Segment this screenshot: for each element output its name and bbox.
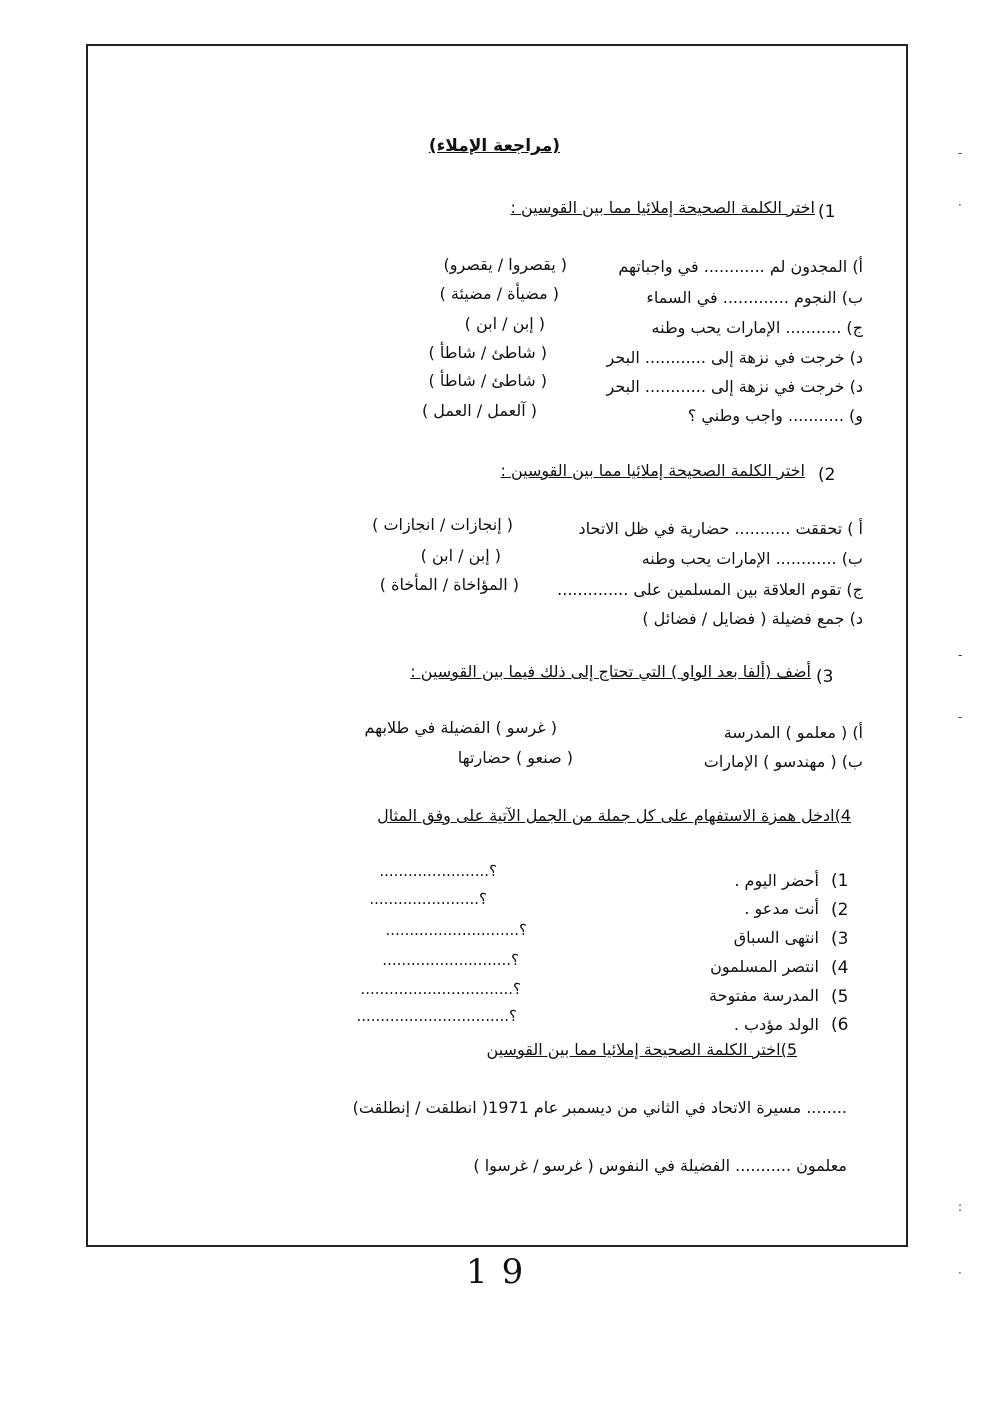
section1-item-4: د) خرجت في نزهة إلى ............ البحر (606, 348, 863, 367)
section4-item-1-blank: ؟....................... (379, 862, 497, 880)
section4-item-3: انتهى السباق (733, 928, 819, 947)
section1-item-3: ج) ........... الإمارات يحب وطنه (651, 318, 863, 337)
section2-item-4: د) جمع فضيلة ( فضايل / فضائل ) (642, 609, 863, 628)
section2-item-3-options: ( المؤاخاة / المأخاة ) (379, 575, 519, 594)
worksheet-title: (مراجعة الإملاء) (428, 136, 560, 156)
section3-item-1-options: ( غرسو ) الفضيلة في طلابهم (364, 718, 557, 737)
section4-item-1: أحضر اليوم . (734, 871, 819, 890)
section4-item-6-number: 6) (831, 1015, 849, 1035)
section2-item-3: ج) تقوم العلاقة بين المسلمين على .............. (557, 580, 863, 599)
section1-item-4-options: ( شاطئ / شاطأ ) (428, 343, 547, 362)
section2-item-1-options: ( إنجازات / انجازات ) (372, 515, 513, 534)
section4-item-2-number: 2) (831, 900, 849, 920)
section4-item-3-number: 3) (831, 929, 849, 949)
section1-heading: اختر الكلمة الصحيحة إملائيا مما بين القوسين : (510, 198, 815, 217)
section4-item-2: أنت مدعو . (744, 899, 819, 918)
section3-item-1: أ) ( معلمو ) المدرسة (723, 723, 863, 742)
section1-item-5: د) خرجت في نزهة إلى ............ البحر (606, 377, 863, 396)
section5-item-1: ........ مسيرة الاتحاد في الثاني من ديسمبر عام 1971( انطلقت / إنطلقت) (352, 1098, 847, 1117)
section4-item-6-blank: ؟................................ (356, 1007, 517, 1025)
section3-heading: أضف (ألفا بعد الواو ) التي تحتاج إلى ذلك فيما بين القوسين : (410, 662, 811, 681)
section4-item-4-number: 4) (831, 958, 849, 978)
section1-item-3-options: ( إبن / ابن ) (464, 314, 545, 333)
section1-item-5-options: ( شاطئ / شاطأ ) (428, 371, 547, 390)
section2-item-1: أ ) تحققت ........... حضارية في ظل الاتحاد (578, 519, 863, 538)
margin-mark: · (958, 1266, 962, 1280)
margin-mark: : (958, 1200, 963, 1214)
section4-item-4-blank: ؟........................... (382, 951, 519, 969)
page-number: 19 (466, 1252, 538, 1292)
section1-item-1: أ) المجدون لم ............ في واجباتهم (618, 257, 863, 276)
section3-item-2-options: ( صنعو ) حضارتها (457, 748, 573, 767)
margin-mark: · (958, 198, 962, 212)
section4-item-5: المدرسة مفتوحة (709, 986, 819, 1005)
section2-item-2: ب) ............ الإمارات يحب وطنه (641, 549, 863, 568)
section1-item-2-options: ( مضيأة / مضيئة ) (439, 284, 559, 303)
margin-mark: - (958, 648, 963, 662)
section2-item-2-options: ( إبن / ابن ) (420, 546, 501, 565)
section4-item-5-blank: ؟................................ (360, 980, 521, 998)
section5-item-2: معلمون ........... الفضيلة في النفوس ( غرسو / غرسوا ) (473, 1156, 847, 1175)
section4-item-4: انتصر المسلمون (710, 957, 819, 976)
section4-item-3-blank: ؟............................ (385, 921, 527, 939)
section1-number: 1) (818, 202, 836, 222)
section3-number: 3) (816, 667, 834, 687)
section1-item-1-options: ( يقصروا / يقصرو) (443, 255, 567, 274)
section1-item-2: ب) النجوم ............. في السماء (646, 288, 863, 307)
section4-heading: 4)ادخل همزة الاستفهام على كل جملة من الجمل الآتية على وفق المثال (377, 806, 851, 825)
margin-mark: - (958, 146, 963, 160)
margin-mark: - (958, 710, 963, 724)
section5-heading: 5)اختر الكلمة الصحيحة إملائيا مما بين القوسين (486, 1040, 797, 1059)
section4-item-1-number: 1) (831, 871, 849, 891)
section1-item-6: و) ........... واجب وطني ؟ (687, 406, 863, 425)
section3-item-2: ب) ( مهندسو ) الإمارات (703, 752, 863, 771)
section4-item-6: الولد مؤدب . (733, 1015, 819, 1034)
section2-heading: اختر الكلمة الصحيحة إملائيا مما بين القوسين : (500, 461, 805, 480)
section1-item-6-options: ( آلعمل / العمل ) (421, 401, 537, 420)
page-border (86, 44, 908, 1247)
section2-number: 2) (818, 465, 836, 485)
section4-item-5-number: 5) (831, 987, 849, 1007)
section4-item-2-blank: ؟....................... (369, 890, 487, 908)
